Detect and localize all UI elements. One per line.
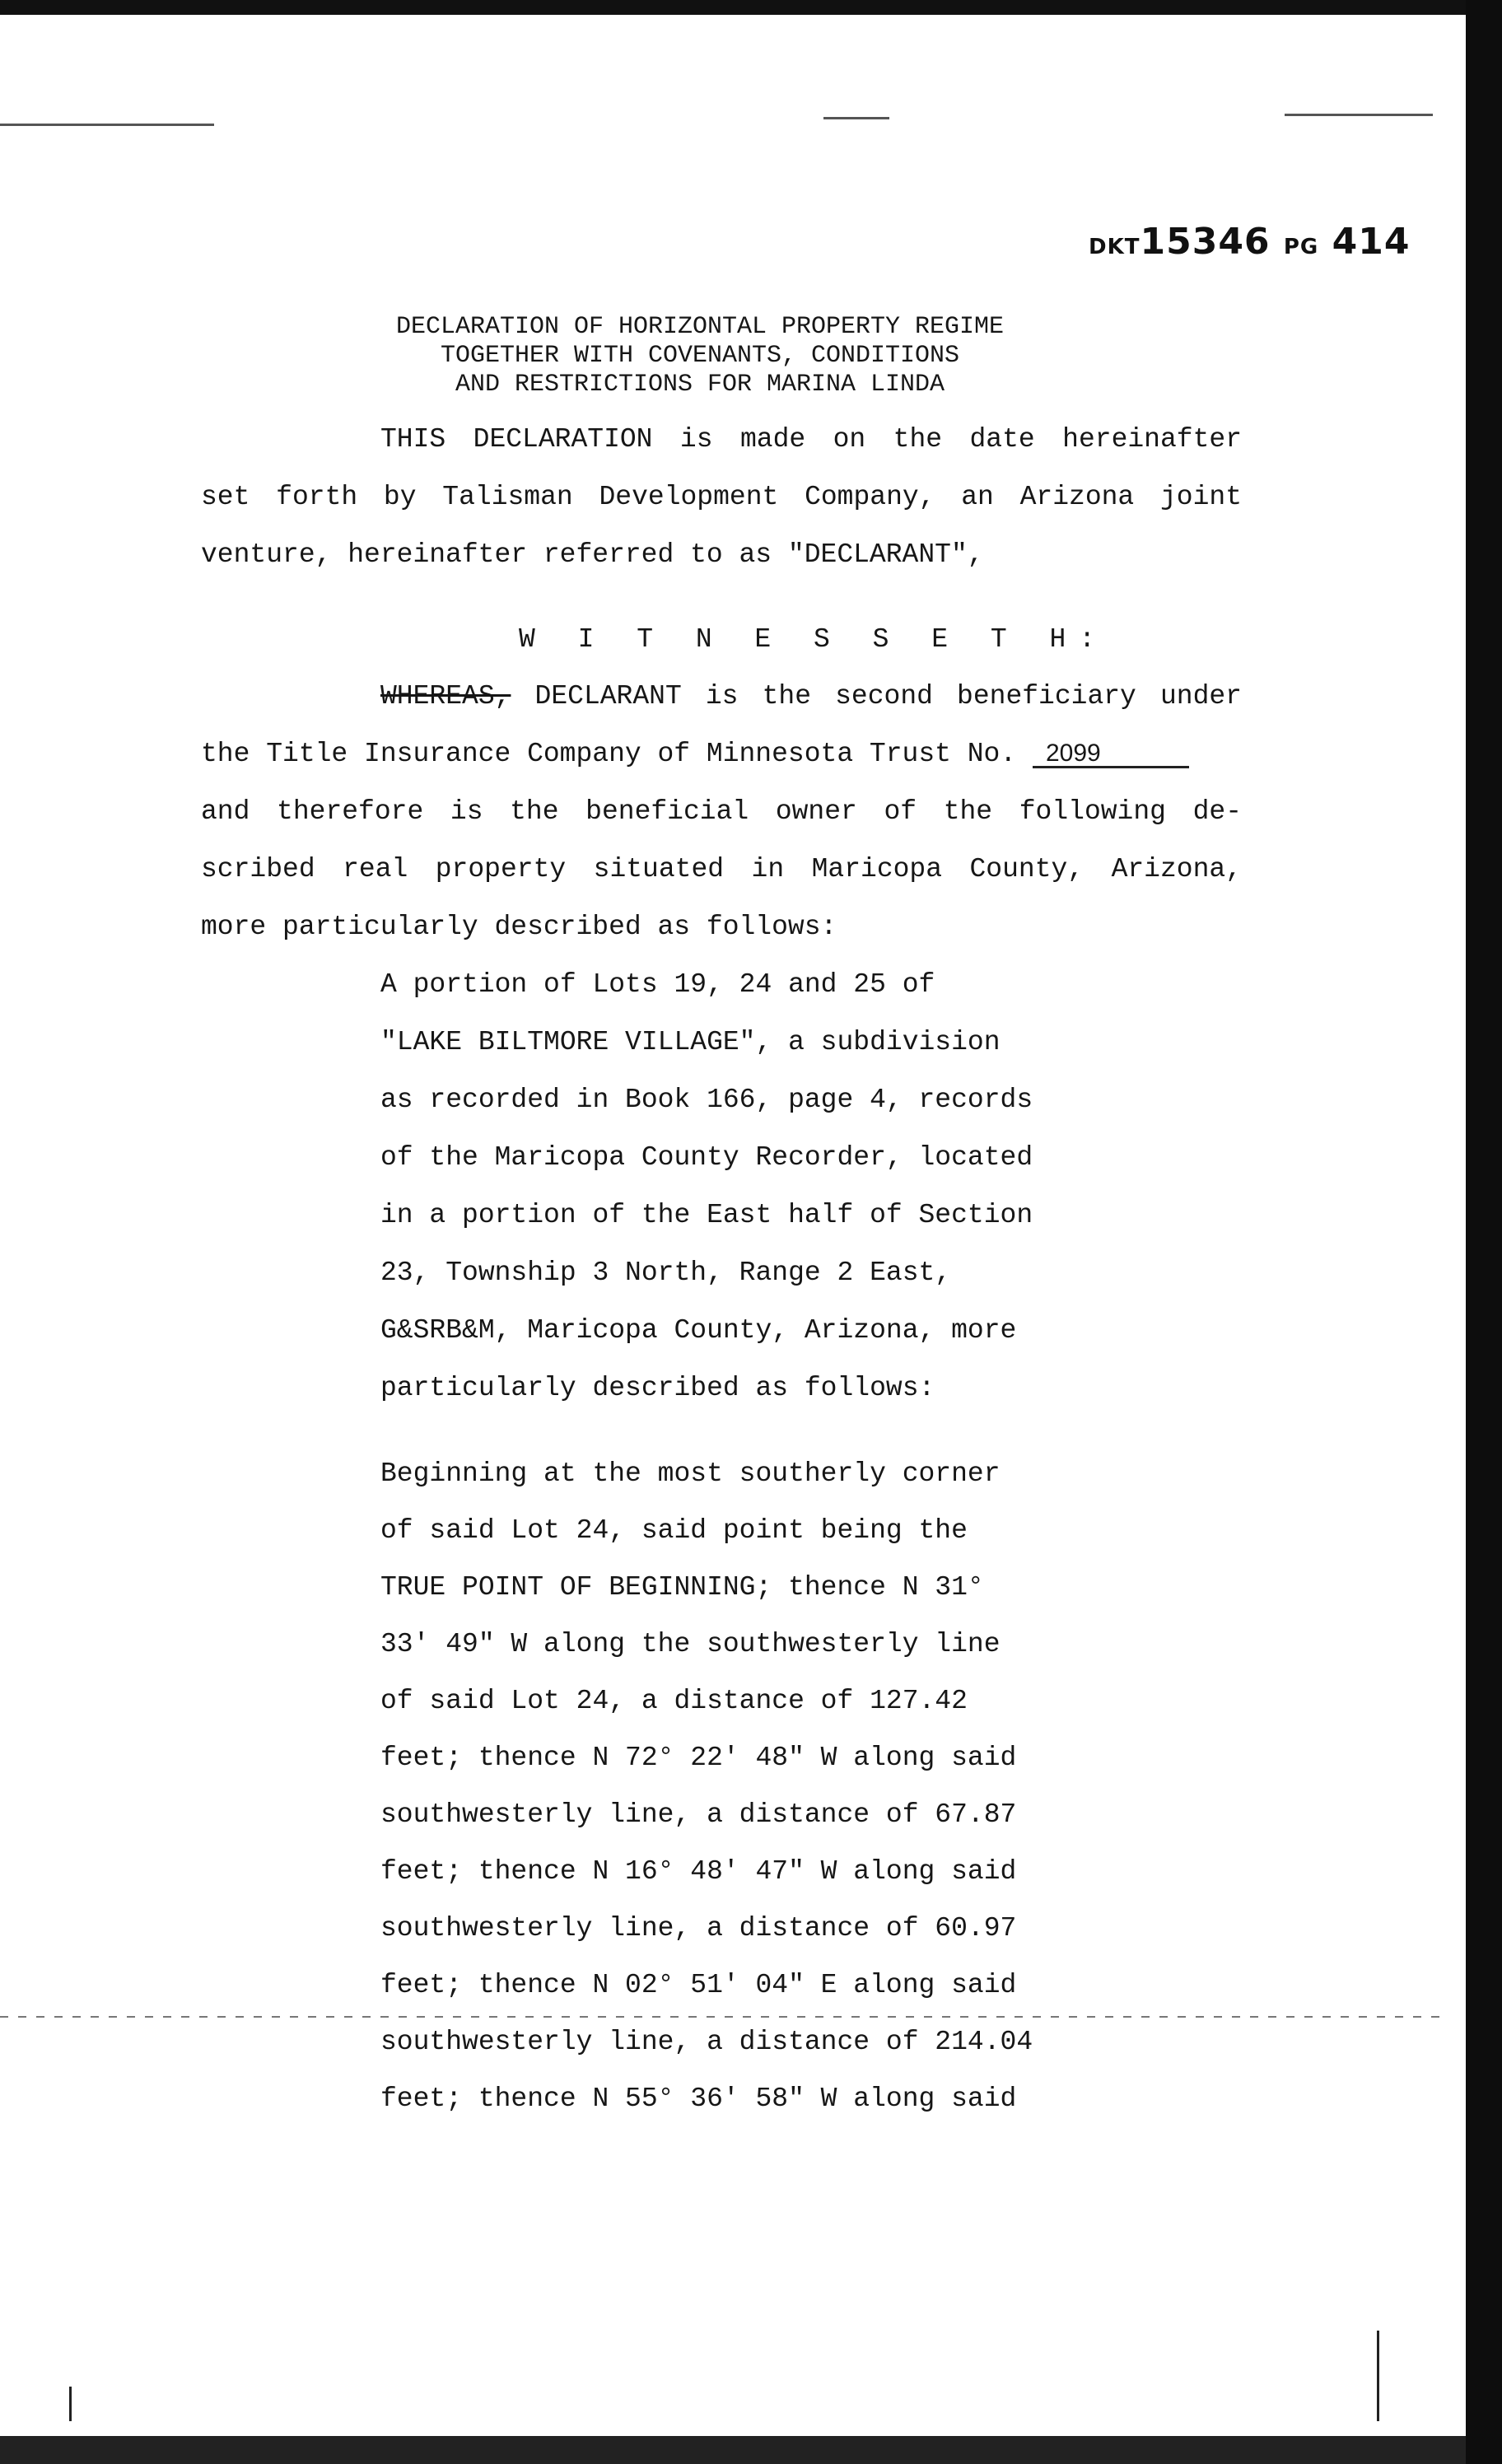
metes-line: of said Lot 24, a distance of 127.42 <box>380 1686 968 1716</box>
property-line: as recorded in Book 166, page 4, records <box>380 1085 1033 1115</box>
metes-line: feet; thence N 02° 51' 04" E along said <box>380 1970 1017 2000</box>
scan-artifact <box>1377 2331 1379 2421</box>
whereas-word: WHEREAS, <box>380 681 511 712</box>
scan-artifact <box>1285 114 1433 116</box>
docket-prefix: DKT <box>1089 235 1140 259</box>
intro-line-1: THIS DECLARATION is made on the date hereinafter <box>380 424 1242 455</box>
metes-line: Beginning at the most southerly corner <box>380 1458 1001 1489</box>
metes-line: 33' 49" W along the southwesterly line <box>380 1629 1001 1659</box>
whereas-line-3: and therefore is the beneficial owner of the following de- <box>201 796 1242 827</box>
property-line: of the Maricopa County Recorder, located <box>380 1142 1033 1173</box>
property-line: G&SRB&M, Maricopa County, Arizona, more <box>380 1315 1017 1346</box>
property-line: in a portion of the East half of Section <box>380 1200 1033 1230</box>
trust-number-field: 2099 <box>1033 741 1189 768</box>
title-line-2: TOGETHER WITH COVENANTS, CONDITIONS <box>440 342 960 370</box>
metes-line: feet; thence N 55° 36' 58" W along said <box>380 2084 1017 2114</box>
whereas-line-2 <box>201 738 1189 771</box>
scan-bottom-border <box>0 2436 1466 2464</box>
scan-artifact <box>0 2016 1449 2018</box>
scan-artifact <box>0 124 214 126</box>
property-line: A portion of Lots 19, 24 and 25 of <box>380 969 935 1000</box>
title-line-3: AND RESTRICTIONS FOR MARINA LINDA <box>455 371 945 399</box>
property-line: "LAKE BILTMORE VILLAGE", a subdivision <box>380 1027 1001 1057</box>
metes-line: southwesterly line, a distance of 60.97 <box>380 1913 1017 1944</box>
property-line: particularly described as follows: <box>380 1373 935 1403</box>
whereas-line-5: more particularly described as follows: <box>201 912 837 942</box>
witnesseth-heading: W I T N E S S E T H: <box>519 624 1109 655</box>
metes-line: feet; thence N 16° 48' 47" W along said <box>380 1856 1017 1887</box>
metes-line: TRUE POINT OF BEGINNING; thence N 31° <box>380 1572 984 1603</box>
intro-line-3: venture, hereinafter referred to as "DECLARANT", <box>201 539 984 570</box>
scan-top-border <box>0 0 1466 15</box>
docket-stamp <box>1089 221 1410 263</box>
scan-artifact <box>823 117 889 119</box>
scan-artifact <box>69 2387 72 2421</box>
title-line-1: DECLARATION OF HORIZONTAL PROPERTY REGIME <box>395 313 1005 341</box>
whereas-line-4: scribed real property situated in Maricopa County, Arizona, <box>201 854 1242 884</box>
intro-line-2: set forth by Talisman Development Company, an Arizona joint <box>201 482 1242 512</box>
whereas-line-1-rest: DECLARANT is the second beneficiary under <box>511 681 1242 712</box>
scan-right-border <box>1466 0 1502 2464</box>
trust-clause: the Title Insurance Company of Minnesota Trust No. <box>201 739 1017 769</box>
page-label: PG <box>1283 235 1319 259</box>
metes-line: of said Lot 24, said point being the <box>380 1515 968 1546</box>
page-number: 414 <box>1332 221 1411 263</box>
metes-line: feet; thence N 72° 22' 48" W along said <box>380 1743 1017 1773</box>
whereas-line-1 <box>380 680 1242 713</box>
metes-line: southwesterly line, a distance of 214.04 <box>380 2027 1033 2057</box>
property-line: 23, Township 3 North, Range 2 East, <box>380 1258 952 1288</box>
metes-line: southwesterly line, a distance of 67.87 <box>380 1799 1017 1830</box>
docket-number: 15346 <box>1140 221 1271 263</box>
